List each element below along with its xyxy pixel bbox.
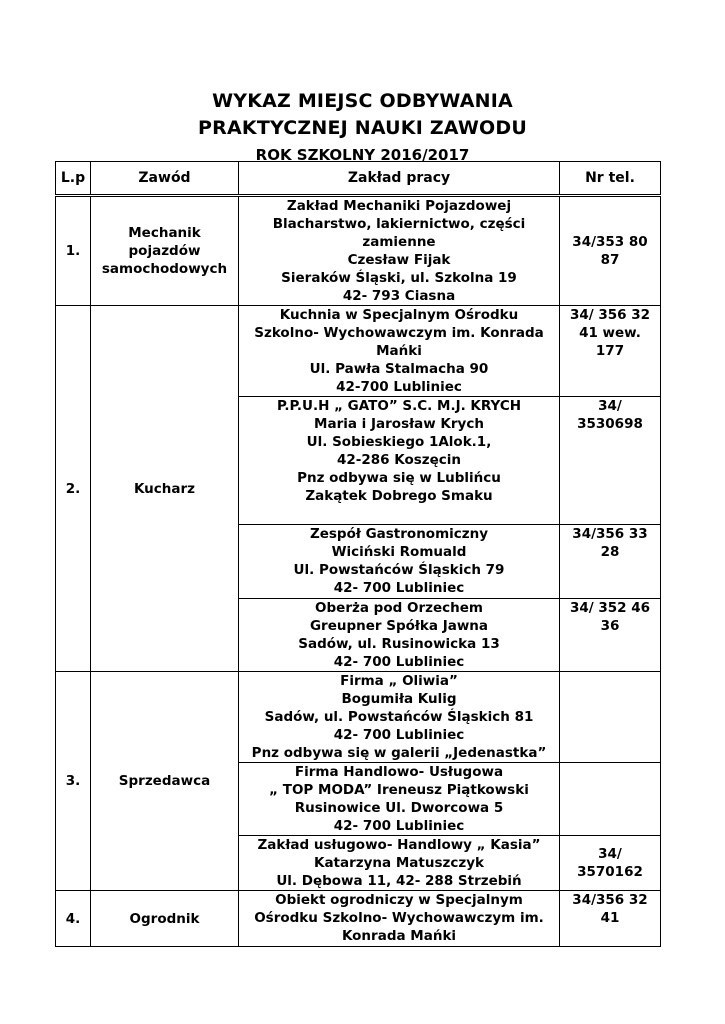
zaklad-line: 42- 700 Lubliniec xyxy=(333,818,465,834)
zaklad-line: Szkolno- Wychowawczym im. Konrada xyxy=(254,325,544,341)
zaklad-line: Pnz odbywa się w galerii „Jedenastka” xyxy=(251,745,547,761)
lp-cell: 4. xyxy=(56,891,91,947)
tel-cell xyxy=(560,836,661,891)
zaklad-line: Sadów, ul. Powstańców Śląskich 81 xyxy=(264,709,534,725)
zaklad-line: Kuchnia w Specjalnym Ośrodku xyxy=(279,307,519,323)
zawod-line: Ogrodnik xyxy=(129,910,200,927)
tel-line: 87 xyxy=(600,252,620,268)
zawod-line: Mechanik xyxy=(128,225,201,241)
tel-line: 34/353 80 xyxy=(572,234,648,250)
zaklad-line: Czesław Fijak xyxy=(347,252,451,268)
tel-line: 41 wew. xyxy=(579,325,641,341)
zaklad-line: Firma Handlowo- Usługowa xyxy=(294,764,504,780)
tel-line: 41 xyxy=(600,910,620,926)
zaklad-line: 42-700 Lubliniec xyxy=(336,379,462,395)
zaklad-line: 42-286 Koszęcin xyxy=(336,452,462,468)
header-zawod: Zawód xyxy=(91,162,239,196)
tel-line: 34/ 352 46 xyxy=(569,600,651,616)
zawod-cell xyxy=(91,306,239,672)
zaklad-line: 42- 700 Lubliniec xyxy=(333,727,465,743)
zaklad-line: Firma „ Oliwia” xyxy=(340,673,458,689)
zaklad-line: Zakład Mechaniki Pojazdowej xyxy=(286,198,512,214)
zawod-cell xyxy=(91,672,239,891)
zawod-line: Kucharz xyxy=(133,480,196,497)
zawod-line: samochodowych xyxy=(101,261,228,277)
zaklad-line: Sieraków Śląski, ul. Szkolna 19 xyxy=(281,270,517,286)
table-row xyxy=(56,306,661,397)
tel-line: 36 xyxy=(600,618,620,634)
tel-line: 34/356 32 xyxy=(572,892,648,908)
zaklad-line: 42- 700 Lubliniec xyxy=(333,580,465,596)
lp-cell: 2. xyxy=(56,306,91,672)
zaklad-cell xyxy=(239,525,560,599)
lp-cell: 1. xyxy=(56,196,91,306)
zaklad-line: 42- 793 Ciasna xyxy=(342,288,456,304)
zaklad-cell xyxy=(239,196,560,306)
zaklad-cell xyxy=(239,599,560,672)
table-header-row xyxy=(56,162,661,196)
zaklad-cell xyxy=(239,397,560,525)
header-tel: Nr tel. xyxy=(560,162,661,196)
zaklad-line: Blacharstwo, lakiernictwo, części xyxy=(272,216,526,232)
tel-cell xyxy=(560,599,661,672)
title-block xyxy=(0,88,725,165)
tel-line: 34/ xyxy=(598,846,622,862)
tel-cell xyxy=(560,306,661,397)
zaklad-line: Ul. Dębowa 11, 42- 288 Strzebiń xyxy=(276,873,522,889)
tel-cell xyxy=(560,397,661,525)
school-year: ROK SZKOLNY 2016/2017 xyxy=(255,146,470,164)
table-row xyxy=(56,196,661,306)
zaklad-line: Ul. Powstańców Śląskich 79 xyxy=(293,562,505,578)
tel-line: 28 xyxy=(600,544,620,560)
zaklad-line: Ośrodku Szkolno- Wychowawczym im. xyxy=(254,910,544,926)
zaklad-line: Zakład usługowo- Handlowy „ Kasia” xyxy=(257,837,541,853)
tel-cell xyxy=(560,525,661,599)
zaklad-line: Obiekt ogrodniczy w Specjalnym xyxy=(275,892,523,908)
zaklad-line: Zespół Gastronomiczny xyxy=(309,526,489,542)
tel-line: 3530698 xyxy=(577,416,643,432)
zawod-line: pojazdów xyxy=(128,243,201,259)
zaklad-cell xyxy=(239,891,560,947)
zaklad-line: Ul. Pawła Stalmacha 90 xyxy=(309,361,489,377)
zaklad-line: zamienne xyxy=(362,234,436,250)
tel-line: 34/ xyxy=(598,398,622,414)
zaklad-line: Wiciński Romuald xyxy=(331,544,467,560)
zaklad-cell xyxy=(239,672,560,763)
tel-cell xyxy=(560,891,661,947)
zaklad-line: Ul. Sobieskiego 1Alok.1, xyxy=(306,434,492,450)
tel-cell xyxy=(560,672,661,763)
title-line-1: WYKAZ MIEJSC ODBYWANIA xyxy=(212,90,513,112)
zaklad-cell xyxy=(239,306,560,397)
tel-line: 3570162 xyxy=(577,864,643,880)
zaklad-line: Zakątek Dobrego Smaku xyxy=(305,488,493,504)
zaklad-line: Konrada Mańki xyxy=(341,928,457,944)
zawod-cell xyxy=(91,196,239,306)
tel-cell xyxy=(560,763,661,836)
zaklad-line: Sadów, ul. Rusinowicka 13 xyxy=(298,636,500,652)
zaklad-cell xyxy=(239,836,560,891)
table-row xyxy=(56,891,661,947)
zaklad-line: Greupner Spółka Jawna xyxy=(309,618,489,634)
title-line-2: PRAKTYCZNEJ NAUKI ZAWODU xyxy=(198,117,527,139)
zaklad-line: Bogumiła Kulig xyxy=(341,691,457,707)
zaklad-line: Mańki xyxy=(376,343,422,359)
zaklad-cell xyxy=(239,763,560,836)
tel-line: 34/356 33 xyxy=(572,526,648,542)
zawod-line: Sprzedawca xyxy=(118,773,211,789)
zaklad-line: 42- 700 Lubliniec xyxy=(333,654,465,670)
tel-line: 34/ 356 32 xyxy=(569,307,651,323)
zaklad-line: Maria i Jarosław Krych xyxy=(314,416,484,432)
zaklad-line: P.P.U.H „ GATO” S.C. M.J. KRYCH xyxy=(276,398,522,414)
zaklad-line: „ TOP MODA” Ireneusz Piątkowski xyxy=(269,782,529,798)
zawod-cell xyxy=(91,891,239,947)
zaklad-line: Oberża pod Orzechem xyxy=(315,600,483,616)
tel-line: 177 xyxy=(595,343,625,359)
tel-cell xyxy=(560,196,661,306)
zaklad-line: Katarzyna Matuszczyk xyxy=(313,855,484,871)
table-row xyxy=(56,672,661,763)
workplaces-table xyxy=(55,161,661,947)
zaklad-line: Rusinowice Ul. Dworcowa 5 xyxy=(294,800,504,816)
lp-cell: 3. xyxy=(56,672,91,891)
zaklad-line: Pnz odbywa się w Lublińcu xyxy=(297,470,501,486)
header-zaklad: Zakład pracy xyxy=(239,162,560,196)
header-lp: L.p xyxy=(56,162,91,196)
